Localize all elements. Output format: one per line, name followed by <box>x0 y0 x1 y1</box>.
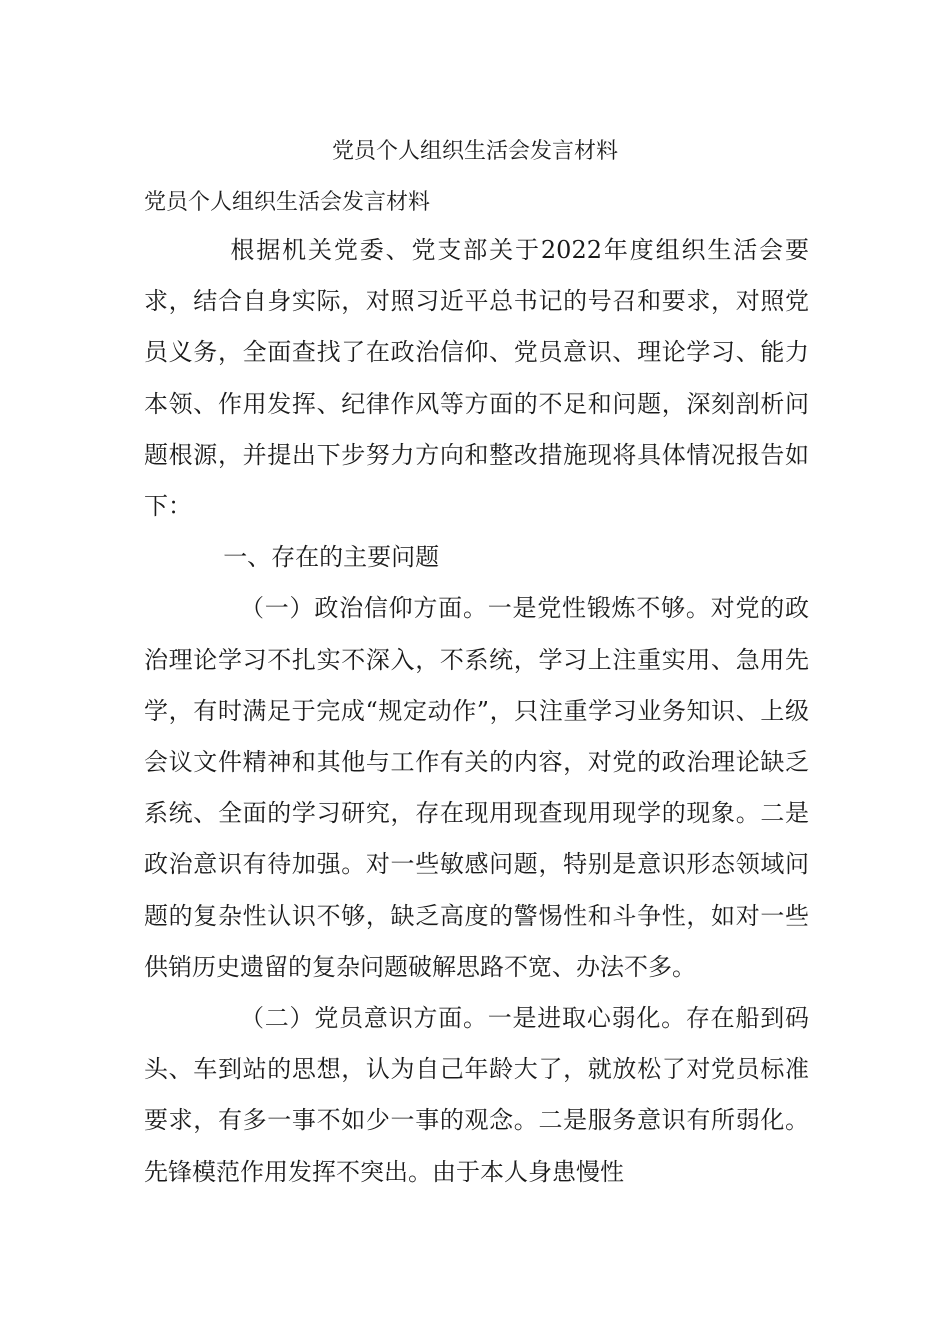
section-2-paragraph: （二）党员意识方面。一是进取心弱化。存在船到码头、车到站的思想，认为自己年龄大了，就放松了对党员标准要求，有多一事不如少一事的观念。二是服务意识有所弱化。先锋模范作用发挥不突出。由于本人身患慢性 <box>144 1004 809 1186</box>
document-title: 党员个人组织生活会发言材料 <box>331 139 618 164</box>
section-heading: 一、存在的主要问题 <box>223 543 440 572</box>
intro-paragraph: 根据机关党委、党支部关于2022年度组织生活会要求，结合自身实际，对照习近平总书记的号召和要求，对照党员义务，全面查找了在政治信仰、党员意识、理论学习、能力本领、作用发挥、纪律作风等方面的不足和问题，深刻剖析问题根源，并提出下步努力方向和整改措施现将具体情况报告如下： <box>144 236 809 521</box>
document-subtitle: 党员个人组织生活会发言材料 <box>144 190 431 215</box>
section-1-paragraph: （一）政治信仰方面。一是党性锻炼不够。对党的政治理论学习不扎实不深入，不系统，学习上注重实用、急用先学，有时满足于完成“规定动作”，只注重学习业务知识、上级会议文件精神和其他与工作有关的内容，对党的政治理论缺乏系统、全面的学习研究，存在现用现查现用现学的现象。二是政治意识有待加强。对一些敏感问题，特别是意识形态领域问题的复杂性认识不够，缺乏高度的警惕性和斗争性，如对一些供销历史遗留的复杂问题破解思路不宽、办法不多。 <box>144 594 809 981</box>
document-body <box>144 181 809 1198</box>
